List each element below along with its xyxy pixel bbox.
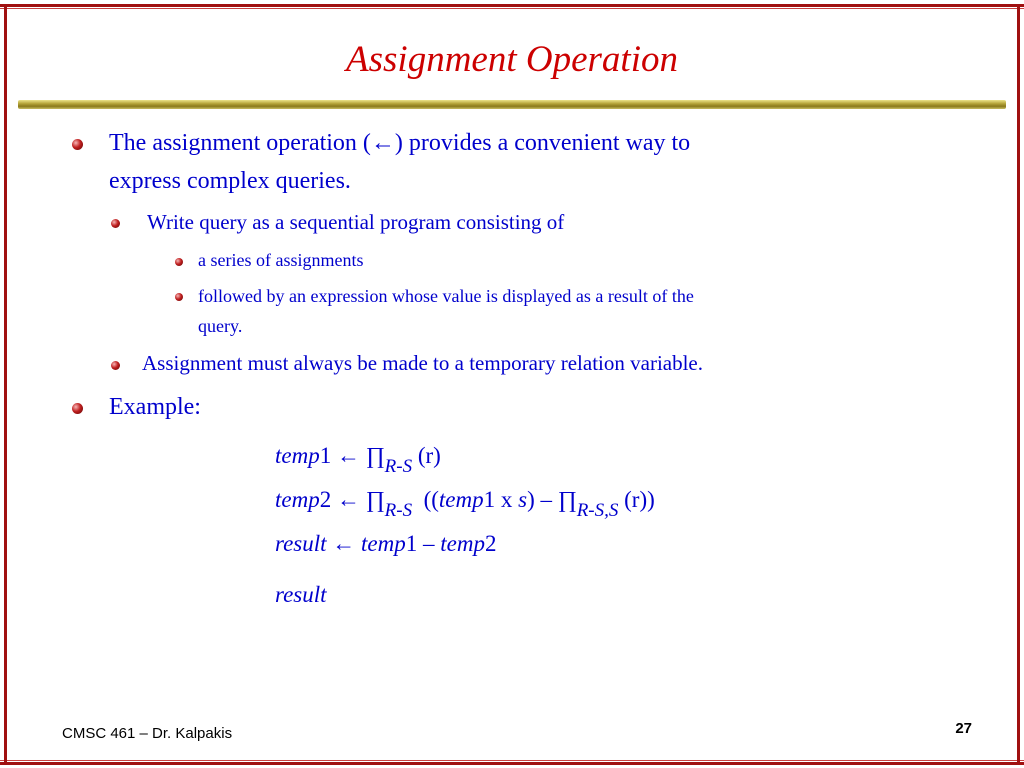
projection-symbol: ∏	[365, 443, 385, 468]
frame-top-inner-border	[0, 8, 1024, 9]
bullet-text: The assignment operation (←) provides a convenient way to	[109, 130, 691, 156]
slide-footer: CMSC 461 – Dr. Kalpakis	[62, 725, 233, 742]
expr-paren-open: ((	[423, 487, 439, 512]
sub-sub-bullet-text-continued: query.	[198, 316, 243, 336]
frame-right-border	[1017, 4, 1020, 765]
frame-top-border	[0, 4, 1024, 7]
frame-bottom-border	[0, 762, 1024, 765]
expr-argument: (r)	[417, 443, 441, 468]
example-expression-3	[275, 531, 496, 557]
projection-symbol: ∏	[365, 487, 385, 512]
expr-paren-close: ) –	[527, 487, 553, 512]
title-divider	[18, 100, 1006, 109]
page-number: 27	[955, 720, 972, 737]
expr-variable: result	[275, 582, 327, 607]
expr-variable: temp	[275, 487, 320, 512]
expr-number: 1	[483, 487, 496, 512]
frame-left-border	[4, 4, 7, 765]
projection-subscript: R-S	[384, 456, 413, 477]
expr-number: 2	[484, 531, 497, 556]
assign-arrow: ←	[332, 531, 356, 556]
sub-sub-bullet-icon	[175, 258, 183, 266]
expr-number: 2	[319, 487, 332, 512]
difference-operator: –	[423, 531, 435, 556]
expr-variable: result	[275, 531, 327, 556]
example-expression-2	[275, 487, 655, 521]
sub-sub-bullet-icon	[175, 293, 183, 301]
expr-variable: s	[518, 487, 528, 512]
frame-bottom-inner-border	[0, 760, 1024, 761]
expr-variable: temp	[275, 443, 320, 468]
expr-variable: temp	[438, 487, 484, 512]
cross-product-operator: x	[500, 487, 513, 512]
slide-title: Assignment Operation	[346, 39, 678, 80]
expr-variable: temp	[440, 531, 485, 556]
bullet-icon	[72, 139, 83, 150]
expr-number: 1	[319, 443, 332, 468]
projection-subscript: R-S	[384, 500, 413, 521]
example-expression-4	[275, 582, 327, 608]
example-expression-1	[275, 443, 441, 477]
bullet-text: Example:	[109, 394, 201, 420]
sub-sub-bullet-text: followed by an expression whose value is displayed as a result of the	[198, 286, 694, 306]
assign-arrow: ←	[336, 487, 360, 512]
sub-bullet-icon	[111, 219, 120, 228]
projection-symbol: ∏	[557, 487, 577, 512]
sub-bullet-text: Write query as a sequential program consisting of	[147, 210, 565, 234]
sub-bullet-text: Assignment must always be made to a temporary relation variable.	[142, 351, 704, 375]
projection-subscript: R-S,S	[576, 500, 619, 521]
expr-argument: (r))	[624, 487, 655, 512]
bullet-icon	[72, 403, 83, 414]
expr-number: 1	[405, 531, 418, 556]
bullet-text-continued: express complex queries.	[109, 168, 351, 194]
sub-sub-bullet-text: a series of assignments	[198, 250, 364, 270]
expr-variable: temp	[361, 531, 406, 556]
sub-bullet-icon	[111, 361, 120, 370]
assign-arrow: ←	[336, 443, 360, 468]
